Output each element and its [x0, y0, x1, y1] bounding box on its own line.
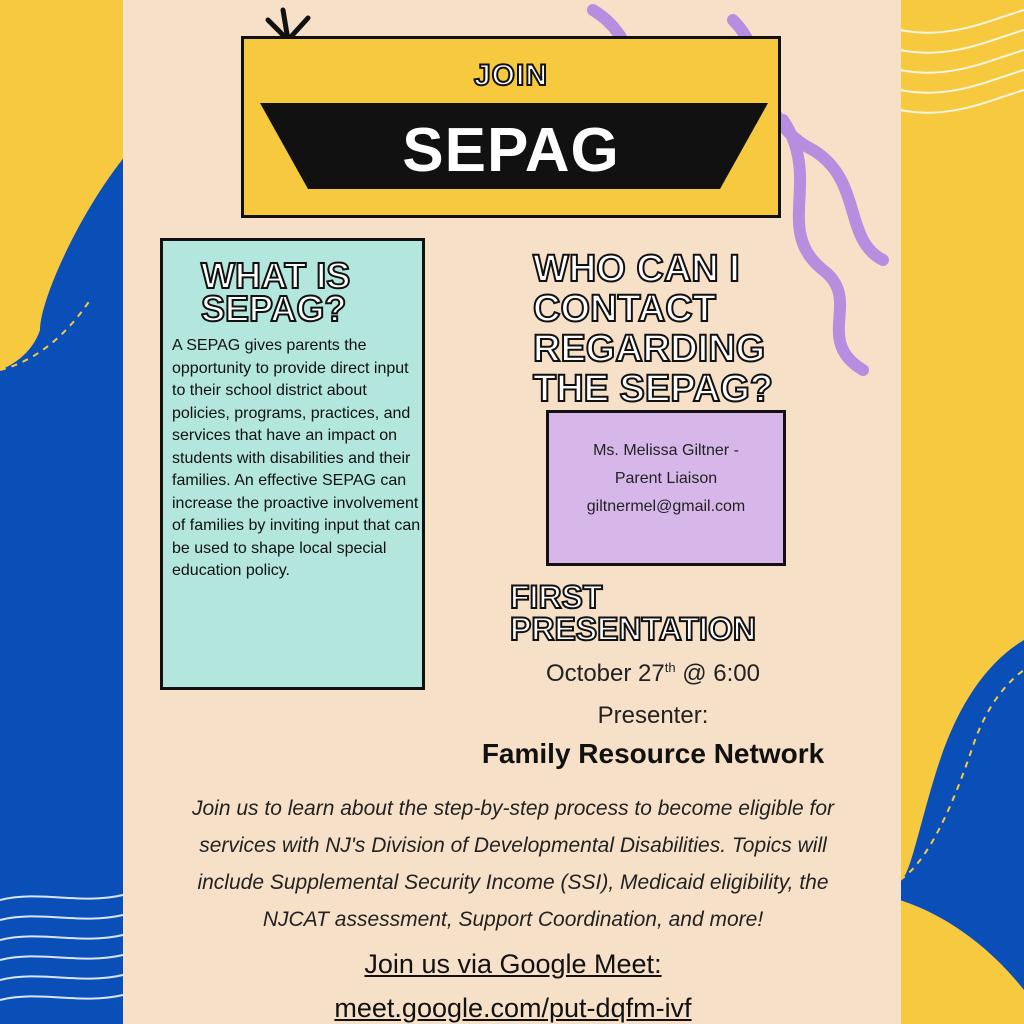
contact-role: Parent Liaison — [614, 470, 718, 487]
what-is-sepag-box — [160, 238, 425, 690]
poster — [123, 0, 901, 1024]
what-is-sepag-description: A SEPAG gives parents the opportunity to provide direct input to their school district about policies, programs, practices, and services that have an impact on students with disabilities and their families. An effective SEPAG can increase the proactive involvement of families by inviting input that can be used to shape local special education policy. — [172, 337, 421, 579]
presentation-description: Join us to learn about the step-by-step process to become eligible for services with NJ's Division of Developmental Disabilities. Topics will include Supplemental Security Income (SSI), Medicaid eligibility, the NJCAT assessment, Support Coordination, and more! — [191, 797, 835, 931]
google-meet-info — [213, 942, 813, 1024]
join-sepag-banner — [241, 36, 781, 218]
presenter-label: Presenter: — [597, 702, 709, 729]
who-can-i-contact-title: WHO CAN I CONTACT REGARDING THE SEPAG? — [533, 248, 773, 410]
presenter-name: Family Resource Network — [481, 738, 825, 769]
contact-email[interactable]: giltnermel@gmail.com — [586, 498, 746, 515]
join-label: JOIN — [473, 59, 549, 92]
what-is-sepag-title: WHAT IS SEPAG? — [201, 255, 351, 330]
first-presentation-title: FIRST PRESENTATION — [510, 579, 756, 647]
contact-box — [546, 410, 786, 566]
google-meet-label: Join us via Google Meet: — [364, 949, 662, 979]
google-meet-link[interactable]: meet.google.com/put-dqfm-ivf — [334, 993, 692, 1023]
sepag-heading: SEPAG — [402, 116, 620, 185]
contact-name: Ms. Melissa Giltner - — [593, 442, 739, 459]
presentation-date: October 27th @ 6:00 — [546, 660, 760, 687]
